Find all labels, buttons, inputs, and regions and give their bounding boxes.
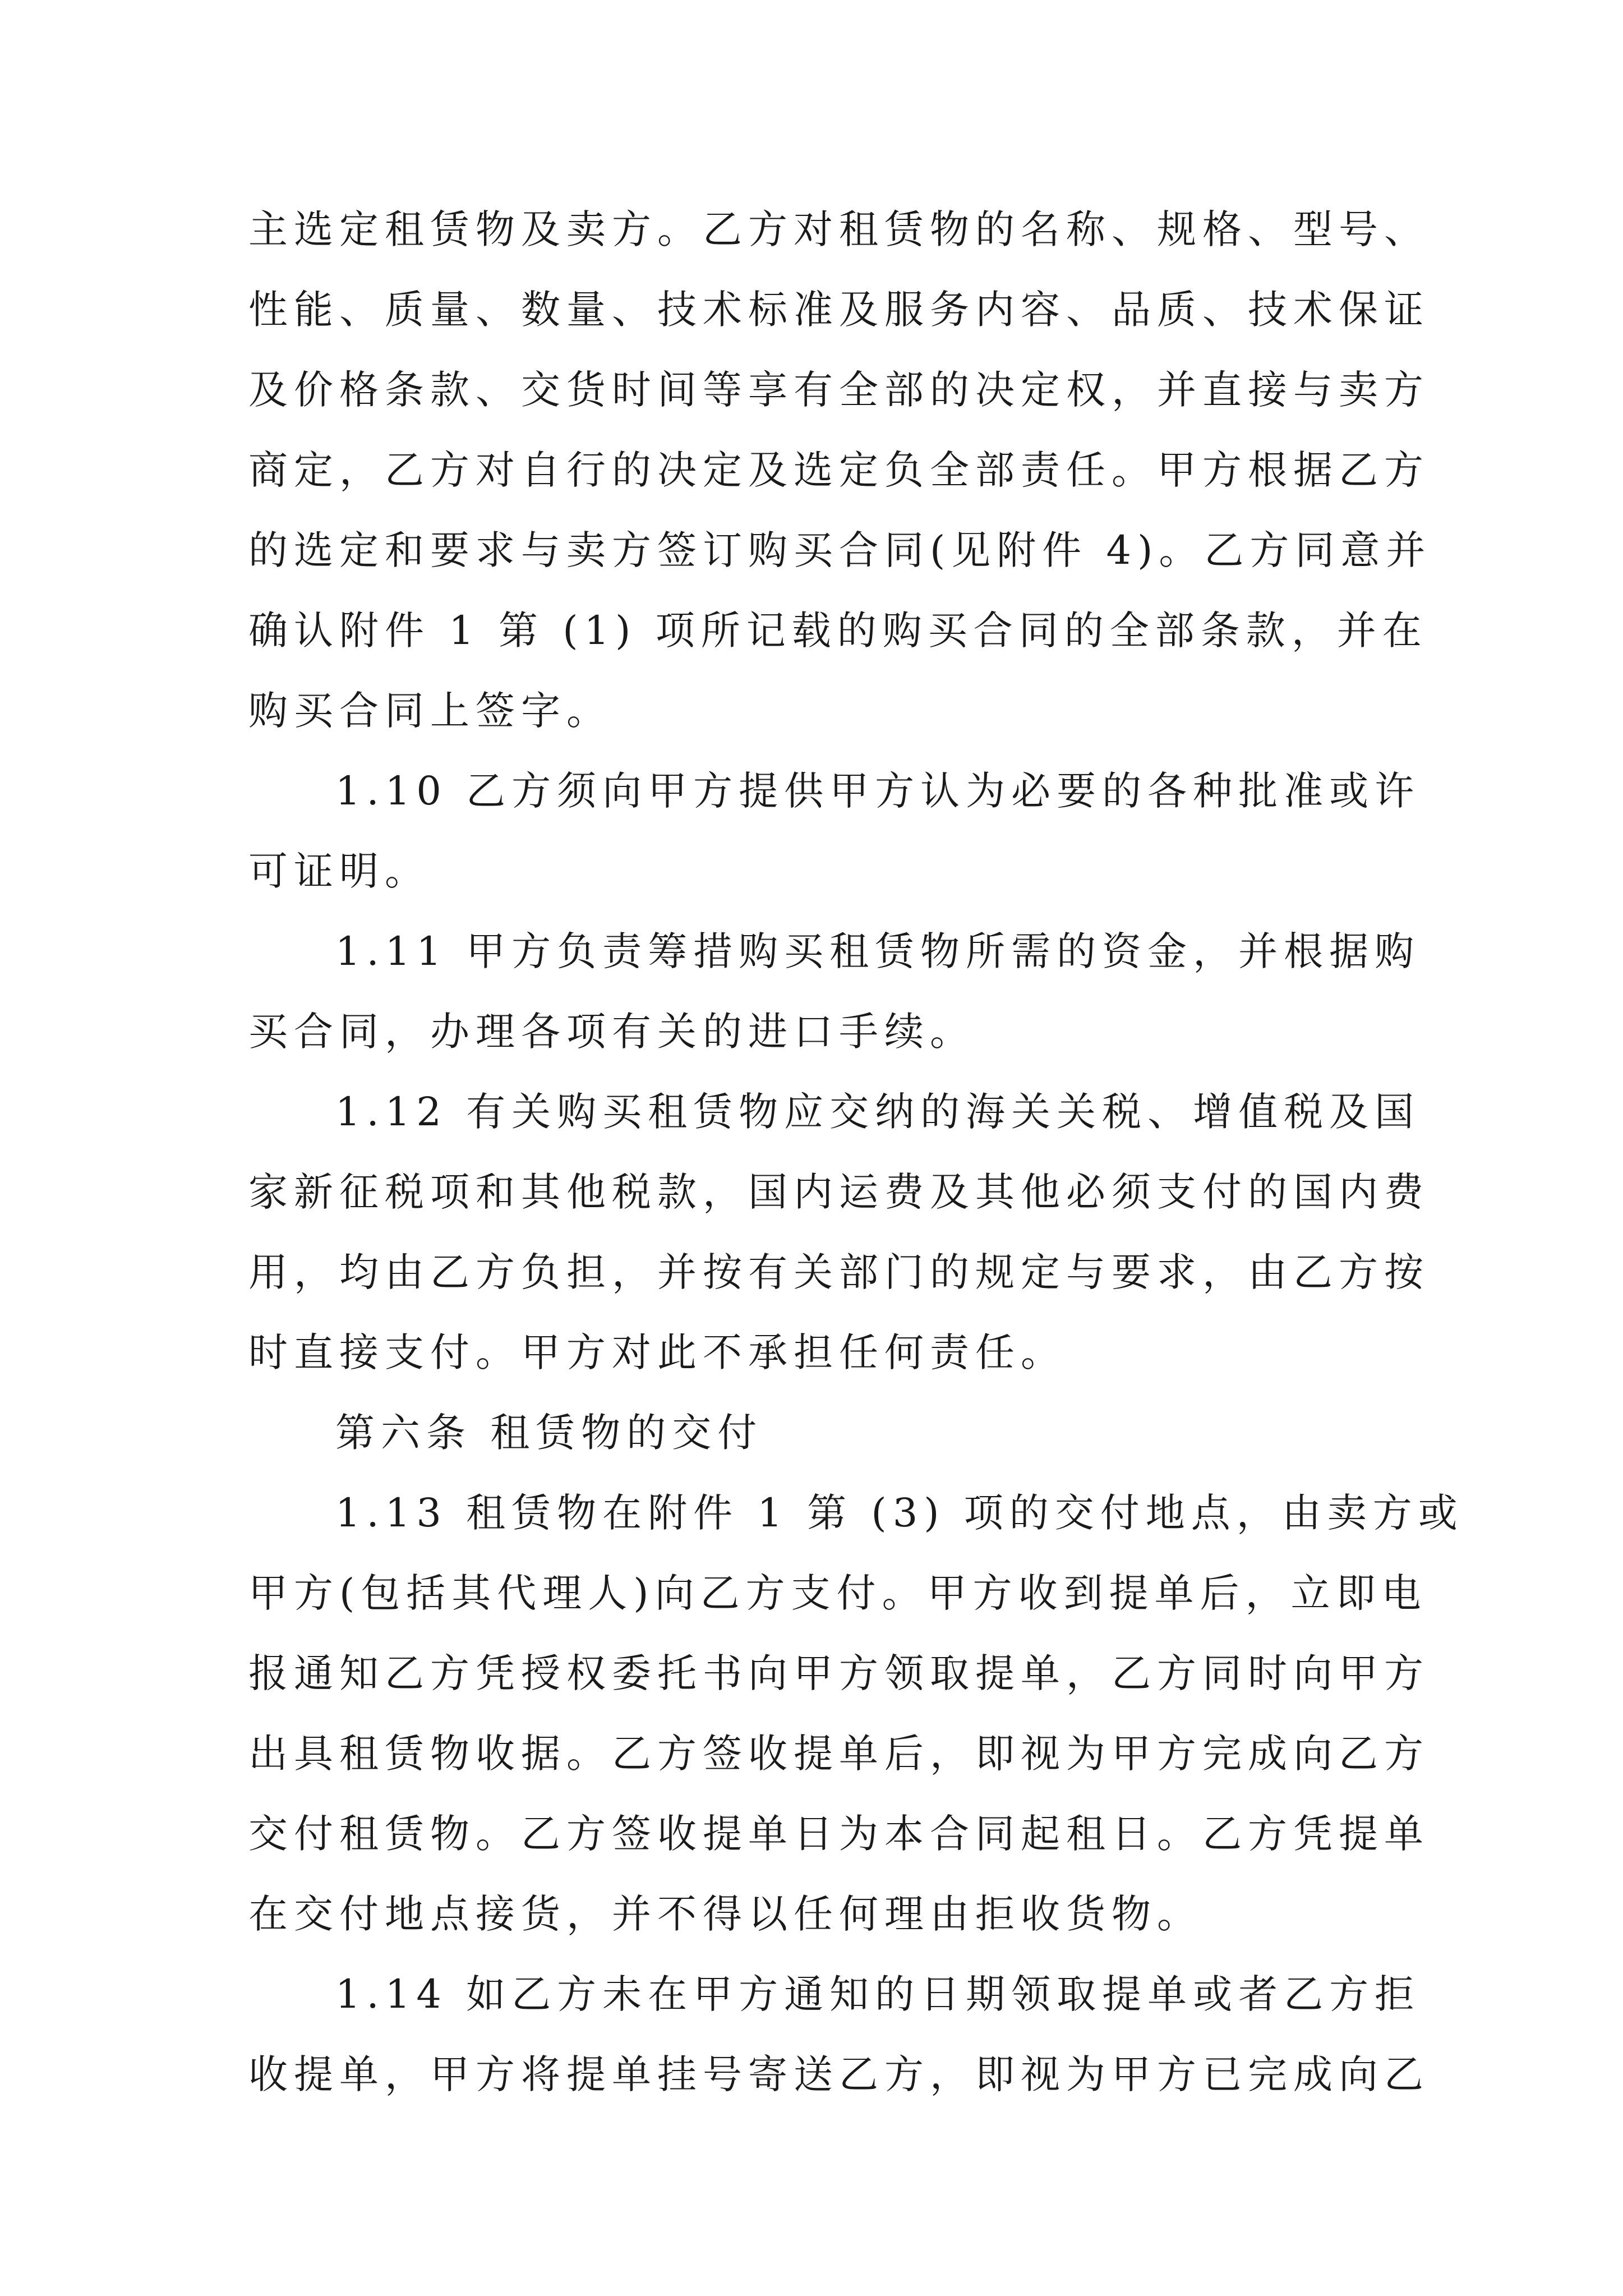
text-line: 的选定和要求与卖方签订购买合同(见附件 4)。乙方同意并	[248, 527, 1432, 573]
text-line: 时直接支付。甲方对此不承担任何责任。	[248, 1329, 1066, 1375]
text-line: 交付租赁物。乙方签收提单日为本合同起租日。乙方凭提单	[248, 1811, 1430, 1857]
clause-1-13: 1.13 租赁物在附件 1 第 (3) 项的交付地点，由卖方或	[335, 1490, 1464, 1536]
text-line: 买合同，办理各项有关的进口手续。	[248, 1009, 975, 1055]
section-heading-article-6: 第六条 租赁物的交付	[335, 1410, 763, 1456]
text-line: 可证明。	[248, 848, 430, 894]
text-line: 及价格条款、交货时间等享有全部的决定权，并直接与卖方	[248, 367, 1430, 413]
text-line: 在交付地点接货，并不得以任何理由拒收货物。	[248, 1891, 1202, 1937]
text-line: 报通知乙方凭授权委托书向甲方领取提单，乙方同时向甲方	[248, 1650, 1430, 1696]
clause-1-14: 1.14 如乙方未在甲方通知的日期领取提单或者乙方拒	[335, 1971, 1421, 2017]
text-line: 用，均由乙方负担，并按有关部门的规定与要求，由乙方按	[248, 1249, 1430, 1295]
text-line: 出具租赁物收据。乙方签收提单后，即视为甲方完成向乙方	[248, 1731, 1430, 1777]
text-line: 商定，乙方对自行的决定及选定负全部责任。甲方根据乙方	[248, 447, 1430, 493]
clause-1-12: 1.12 有关购买租赁物应交纳的海关关税、增值税及国	[335, 1089, 1421, 1135]
text-line: 购买合同上签字。	[248, 688, 612, 734]
text-line: 甲方(包括其代理人)向乙方支付。甲方收到提单后，立即电	[248, 1570, 1427, 1616]
text-line: 性能、质量、数量、技术标准及服务内容、品质、技术保证	[248, 287, 1430, 333]
text-line: 主选定租赁物及卖方。乙方对租赁物的名称、规格、型号、	[248, 206, 1430, 252]
clause-1-11: 1.11 甲方负责筹措购买租赁物所需的资金，并根据购	[335, 928, 1421, 974]
text-line: 收提单，甲方将提单挂号寄送乙方，即视为甲方已完成向乙	[248, 2051, 1430, 2097]
clause-1-10: 1.10 乙方须向甲方提供甲方认为必要的各种批准或许	[335, 768, 1421, 814]
text-line: 家新征税项和其他税款，国内运费及其他必须支付的国内费	[248, 1169, 1430, 1215]
text-line: 确认附件 1 第 (1) 项所记载的购买合同的全部条款，并在	[248, 608, 1428, 654]
